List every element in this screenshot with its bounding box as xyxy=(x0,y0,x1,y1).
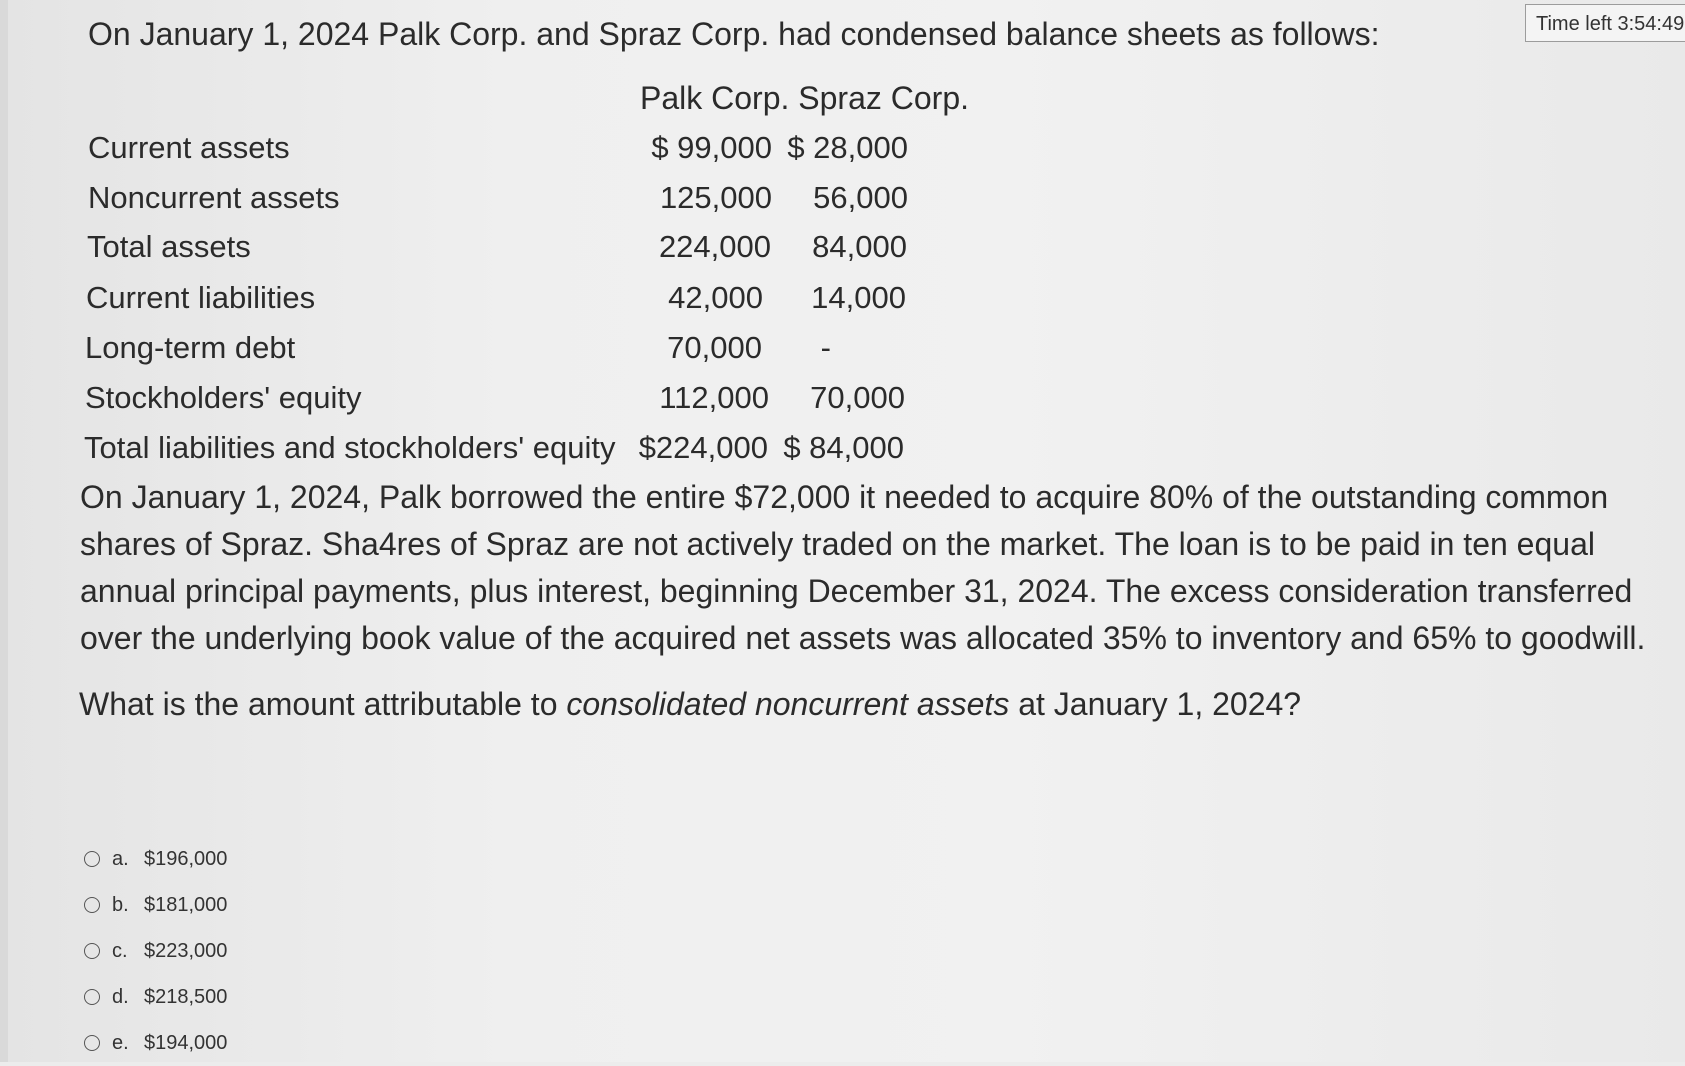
option-letter: c. xyxy=(112,939,128,962)
option-value: $223,000 xyxy=(144,939,228,962)
radio-button[interactable] xyxy=(84,943,100,959)
option-value: $181,000 xyxy=(144,893,228,916)
palk-value: 70,000 xyxy=(667,330,762,365)
row-label: Total assets xyxy=(87,229,251,264)
balance-sheet-row xyxy=(88,180,908,222)
palk-value: $ 99,000 xyxy=(651,130,772,165)
option-letter: b. xyxy=(112,893,129,916)
option-value: $218,500 xyxy=(144,985,228,1008)
option-value: $194,000 xyxy=(144,1031,228,1054)
intro-text: On January 1, 2024 Palk Corp. and Spraz Corp. had condensed balance sheets as follows: xyxy=(88,16,1380,52)
palk-value: 125,000 xyxy=(659,180,772,215)
palk-value: 42,000 xyxy=(668,280,763,315)
time-left-text: Time left 3:54:49 xyxy=(1536,13,1685,35)
radio-button[interactable] xyxy=(84,897,100,913)
question-text: On January 1, 2024, Palk borrowed the entire $72,000 it needed to acquire 80% of the outstanding common shares of Spraz. Sha4res of Spraz are not actively traded on the market. The loan is to be paid in ten equal annual principal payments, plus interest, beginning December 31, 2024. The excess consideration transferred over the underlying book value of the acquired net assets was allocated 35% to inventory and 65% to goodwill. xyxy=(80,479,1646,656)
left-edge xyxy=(0,0,8,1062)
balance-sheet-row xyxy=(87,229,907,271)
prompt-before: What is the amount attributable to xyxy=(79,686,567,722)
row-label: Long-term debt xyxy=(85,330,296,365)
time-left-badge xyxy=(1525,4,1685,42)
prompt-after: at January 1, 2024? xyxy=(1009,686,1302,722)
row-label: Current assets xyxy=(88,130,290,165)
option-e[interactable] xyxy=(84,1020,227,1066)
radio-button[interactable] xyxy=(84,1035,100,1051)
balance-sheet-row xyxy=(85,330,905,372)
spraz-value: $ 28,000 xyxy=(787,130,908,165)
option-c[interactable] xyxy=(84,928,227,974)
spraz-value: - xyxy=(820,330,831,365)
option-letter: a. xyxy=(112,847,129,870)
row-label: Current liabilities xyxy=(86,280,316,315)
column-header-palk: Palk Corp. xyxy=(640,80,790,116)
option-b[interactable] xyxy=(84,882,227,928)
spraz-value: 84,000 xyxy=(812,229,907,264)
balance-sheet-row xyxy=(86,280,906,322)
option-letter: d. xyxy=(112,985,129,1008)
balance-sheet-column-headers xyxy=(640,80,969,117)
radio-button[interactable] xyxy=(84,989,100,1005)
question-prompt xyxy=(79,686,1301,723)
answer-options xyxy=(84,836,227,1066)
spraz-value: 70,000 xyxy=(810,380,905,415)
option-value: $196,000 xyxy=(144,847,228,870)
spraz-value: $ 84,000 xyxy=(783,430,904,465)
row-label: Stockholders' equity xyxy=(85,380,362,415)
balance-sheet-row xyxy=(85,380,905,422)
spraz-value: 56,000 xyxy=(813,180,908,215)
balance-sheet-row xyxy=(88,130,908,172)
palk-value: 224,000 xyxy=(658,229,771,264)
option-d[interactable] xyxy=(84,974,227,1020)
radio-button[interactable] xyxy=(84,851,100,867)
option-a[interactable] xyxy=(84,836,227,882)
balance-sheet-row-total xyxy=(84,430,904,472)
row-label: Total liabilities and stockholders' equity xyxy=(84,430,616,465)
prompt-emphasis: consolidated noncurrent assets xyxy=(566,686,1010,722)
spraz-value: 14,000 xyxy=(811,280,906,315)
palk-value: $224,000 xyxy=(638,430,768,465)
palk-value: 112,000 xyxy=(659,380,769,415)
row-label: Noncurrent assets xyxy=(88,180,340,215)
option-letter: e. xyxy=(112,1031,129,1054)
column-header-spraz: Spraz Corp. xyxy=(798,80,970,116)
